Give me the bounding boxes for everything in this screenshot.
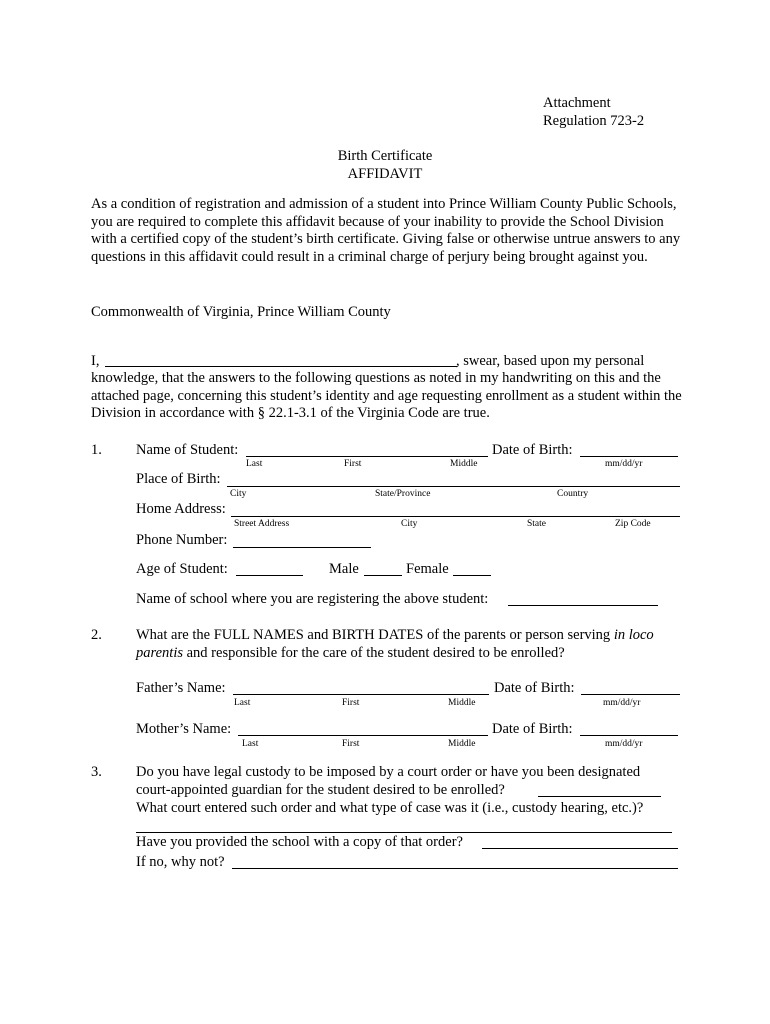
sub-date-format: mm/dd/yr [605,739,643,749]
mother-name-label: Mother’s Name: [136,721,232,737]
q2-text-line1: What are the FULL NAMES and BIRTH DATES of the parents or person serving in loco [136,627,654,643]
female-field[interactable] [453,575,491,576]
sub-city: City [230,489,247,499]
home-address-label: Home Address: [136,501,226,517]
student-dob-field[interactable] [580,456,678,457]
father-name-field[interactable] [233,694,489,695]
student-name-label: Name of Student: [136,442,239,458]
attachment-label: Attachment [543,95,611,111]
phone-field[interactable] [233,547,371,548]
affiant-name-field[interactable] [105,366,457,367]
sub-zip-code: Zip Code [615,519,651,529]
q3-number: 3. [91,764,102,780]
father-dob-label: Date of Birth: [494,680,575,696]
place-of-birth-label: Place of Birth: [136,471,221,487]
sub-date-format: mm/dd/yr [603,698,641,708]
oath-suffix: , swear, based upon my personal [456,353,645,369]
q1-number: 1. [91,442,102,458]
student-dob-label: Date of Birth: [492,442,573,458]
father-name-label: Father’s Name: [136,680,226,696]
sub-middle: Middle [448,739,476,749]
oath-prefix: I, [91,353,100,369]
regulation-label: Regulation 723-2 [543,113,645,129]
copy-order-label: Have you provided the school with a copy of that order? [136,834,463,850]
sub-state-province: State/Province [375,489,431,499]
mother-dob-label: Date of Birth: [492,721,573,737]
copy-order-field[interactable] [482,848,678,849]
sub-first: First [342,739,360,749]
sub-middle: Middle [450,459,478,469]
q3-text-line2: court-appointed guardian for the student desired to be enrolled? [136,782,505,798]
male-field[interactable] [364,575,402,576]
phone-label: Phone Number: [136,532,228,548]
intro-paragraph: As a condition of registration and admission of a student into Prince William County Public Schools, you are required to complete this affidavit because of your inability to provide the School Division with a certified copy of the student’s birth certificate. Giving false or otherwise untrue answers to any questions in this affidavit could result in a criminal charge of perjury being brought against you. [91,196,681,265]
age-label: Age of Student: [136,561,228,577]
custody-answer-field[interactable] [538,796,661,797]
jurisdiction: Commonwealth of Virginia, Prince William County [91,304,391,320]
sub-state: State [527,519,546,529]
sub-street-address: Street Address [234,519,290,529]
q2-number: 2. [91,627,102,643]
sub-country: Country [557,489,589,499]
sub-middle: Middle [448,698,476,708]
mother-dob-field[interactable] [580,735,678,736]
q2-text-line2: parentis and responsible for the care of the student desired to be enrolled? [136,645,565,661]
doc-title: Birth Certificate [337,148,433,164]
age-field[interactable] [236,575,303,576]
male-label: Male [329,561,359,577]
sub-first: First [342,698,360,708]
sub-last: Last [246,459,263,469]
father-dob-field[interactable] [581,694,680,695]
why-not-label: If no, why not? [136,854,225,870]
q3-text-line1: Do you have legal custody to be imposed by a court order or have you been designated [136,764,641,780]
sub-city: City [401,519,418,529]
doc-subtitle: AFFIDAVIT [347,166,423,182]
student-name-field[interactable] [246,456,488,457]
sub-last: Last [234,698,251,708]
sub-date-format: mm/dd/yr [605,459,643,469]
q3-text-line3: What court entered such order and what type of case was it (i.e., custody hearing, etc.)? [136,800,644,816]
sub-first: First [344,459,362,469]
mother-name-field[interactable] [238,735,488,736]
oath-paragraph: knowledge, that the answers to the following questions as noted in my handwriting on this and the attached page, concerning this student’s identity and age requesting enrollment as a student within the Division in accordance with § 22.1-3.1 of the Virginia Code are true. [91,370,682,422]
place-of-birth-field[interactable] [227,486,680,487]
school-field[interactable] [508,605,658,606]
why-not-field[interactable] [232,868,678,869]
school-label: Name of school where you are registering the above student: [136,591,489,607]
female-label: Female [406,561,449,577]
home-address-field[interactable] [231,516,680,517]
sub-last: Last [242,739,259,749]
